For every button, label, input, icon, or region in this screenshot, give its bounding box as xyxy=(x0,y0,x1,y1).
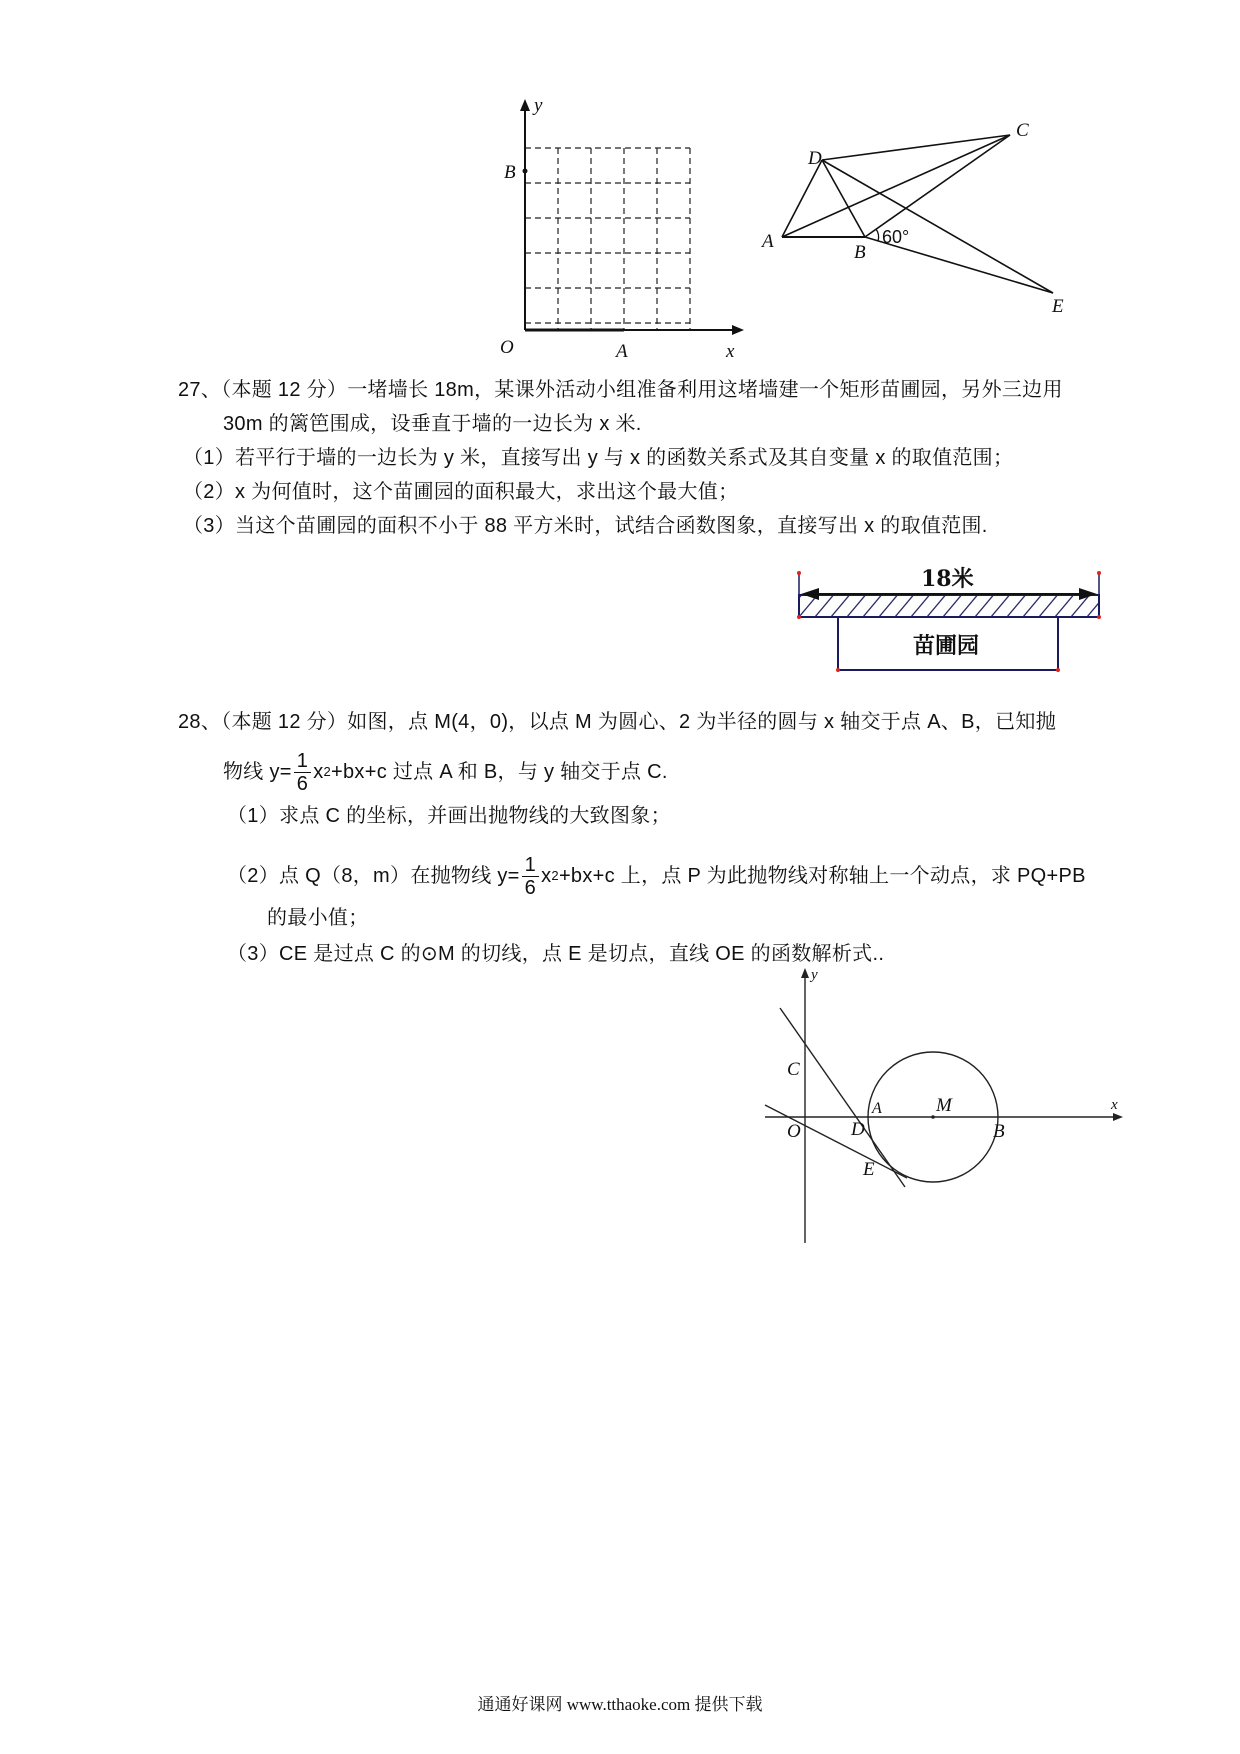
grid-coordinate-figure xyxy=(490,95,750,365)
angle-label: 60° xyxy=(882,227,910,247)
point-b-label: B xyxy=(854,242,866,263)
y-axis-arrow xyxy=(520,99,530,111)
point-a-label: A xyxy=(762,231,774,252)
point-d-label: D xyxy=(808,148,822,169)
q27-part2: （2）x 为何值时，这个苗圃园的面积最大，求出这个最大值； xyxy=(183,481,739,503)
angle-arc xyxy=(876,229,879,241)
fraction-numerator: 1 xyxy=(522,854,539,877)
q28-part2-prefix: （2）点 Q（8，m）在抛物线 y= xyxy=(227,865,520,887)
segment-ad xyxy=(782,160,822,237)
point-c-label: C xyxy=(787,1059,800,1080)
fraction-denominator: 6 xyxy=(524,876,537,899)
point-a-label: A xyxy=(616,341,628,362)
fraction-one-sixth xyxy=(294,750,311,795)
y-axis-label: y xyxy=(811,967,818,983)
page-footer: 通通好课网 www.tthaoke.com 提供下载 xyxy=(477,1695,763,1714)
q28-stem-prefix: 物线 y= xyxy=(223,761,292,783)
origin-label: O xyxy=(500,337,514,358)
q27-stem-line1: 27、（本题 12 分）一堵墙长 18m，某课外活动小组准备利用这堵墙建一个矩形苗圃园，另外三边用 xyxy=(178,379,1063,401)
dashed-grid xyxy=(525,148,690,330)
q28-stem-suffix: +bx+c 过点 A 和 B，与 y 轴交于点 C. xyxy=(331,761,668,783)
point-b-dot xyxy=(523,169,528,174)
q28-part2-line1: （2）点 Q（8，m）在抛物线 y= $\frac{1}{6}$ x 2 +bx+c 上，点 P 为此抛物线对称轴上一个动点，求 PQ+PB xyxy=(227,853,1086,899)
segment-de xyxy=(822,160,1053,293)
q28-part2-suffix: +bx+c 上，点 P 为此抛物线对称轴上一个动点，求 PQ+PB xyxy=(558,865,1086,887)
point-e-label: E xyxy=(1052,296,1064,317)
q28-part2-x: x xyxy=(541,865,552,887)
point-d-label: D xyxy=(851,1119,865,1140)
garden-label: 苗圃园 xyxy=(913,634,980,659)
fraction-denominator: 6 xyxy=(296,772,309,795)
point-b-label: B xyxy=(504,162,516,183)
x-axis-arrow xyxy=(1113,1113,1123,1121)
point-c-label: C xyxy=(1016,120,1029,141)
fraction-numerator: 1 xyxy=(294,750,311,773)
q28-part3: （3）CE 是过点 C 的⊙M 的切线，点 E 是切点，直线 OE 的函数解析式.. xyxy=(227,943,885,965)
segment-bc xyxy=(865,135,1010,237)
q28-stem-line1: 28、（本题 12 分）如图，点 M(4，0)，以点 M 为圆心、2 为半径的圆与 x 轴交于点 A、B，已知抛 xyxy=(178,711,1056,733)
origin-label: O xyxy=(787,1121,801,1142)
point-b-label: B xyxy=(993,1121,1005,1142)
q28-part2-line2: 的最小值； xyxy=(267,907,369,929)
q28-stem-x: x xyxy=(313,761,324,783)
x-axis-label: x xyxy=(1111,1097,1118,1113)
point-m-label: M xyxy=(936,1095,952,1116)
point-a-label: A xyxy=(872,1100,882,1117)
y-axis-arrow xyxy=(801,968,809,978)
circle-tangent-figure xyxy=(755,965,1135,1245)
y-axis-label: y xyxy=(534,95,543,116)
q28-stem-line2: 物线 y= $\frac{1}{6}$ x 2 +bx+c 过点 A 和 B，与 y 轴交于点 C. xyxy=(223,749,668,795)
fraction-one-sixth-2 xyxy=(522,854,539,899)
x-axis-label: x xyxy=(726,341,735,362)
point-e-label: E xyxy=(863,1159,875,1180)
q27-stem-line2: 30m 的篱笆围成，设垂直于墙的一边长为 x 米. xyxy=(223,413,642,435)
q27-part1: （1）若平行于墙的一边长为 y 米，直接写出 y 与 x 的函数关系式及其自变量 x 的取值范围； xyxy=(183,447,1014,469)
q28-part1: （1）求点 C 的坐标，并画出抛物线的大致图象； xyxy=(227,805,671,827)
point-m-dot xyxy=(931,1115,935,1119)
wall-length-label: 18米 xyxy=(921,566,974,592)
triangle-figure xyxy=(760,120,1070,350)
wall-hatched xyxy=(799,595,1099,617)
q27-part3: （3）当这个苗圃园的面积不小于 88 平方米时，试结合函数图象，直接写出 x 的取值范围. xyxy=(183,515,988,537)
tangent-line-ce xyxy=(780,1008,905,1187)
x-axis-arrow xyxy=(732,325,744,335)
wall-garden-figure xyxy=(795,555,1115,680)
